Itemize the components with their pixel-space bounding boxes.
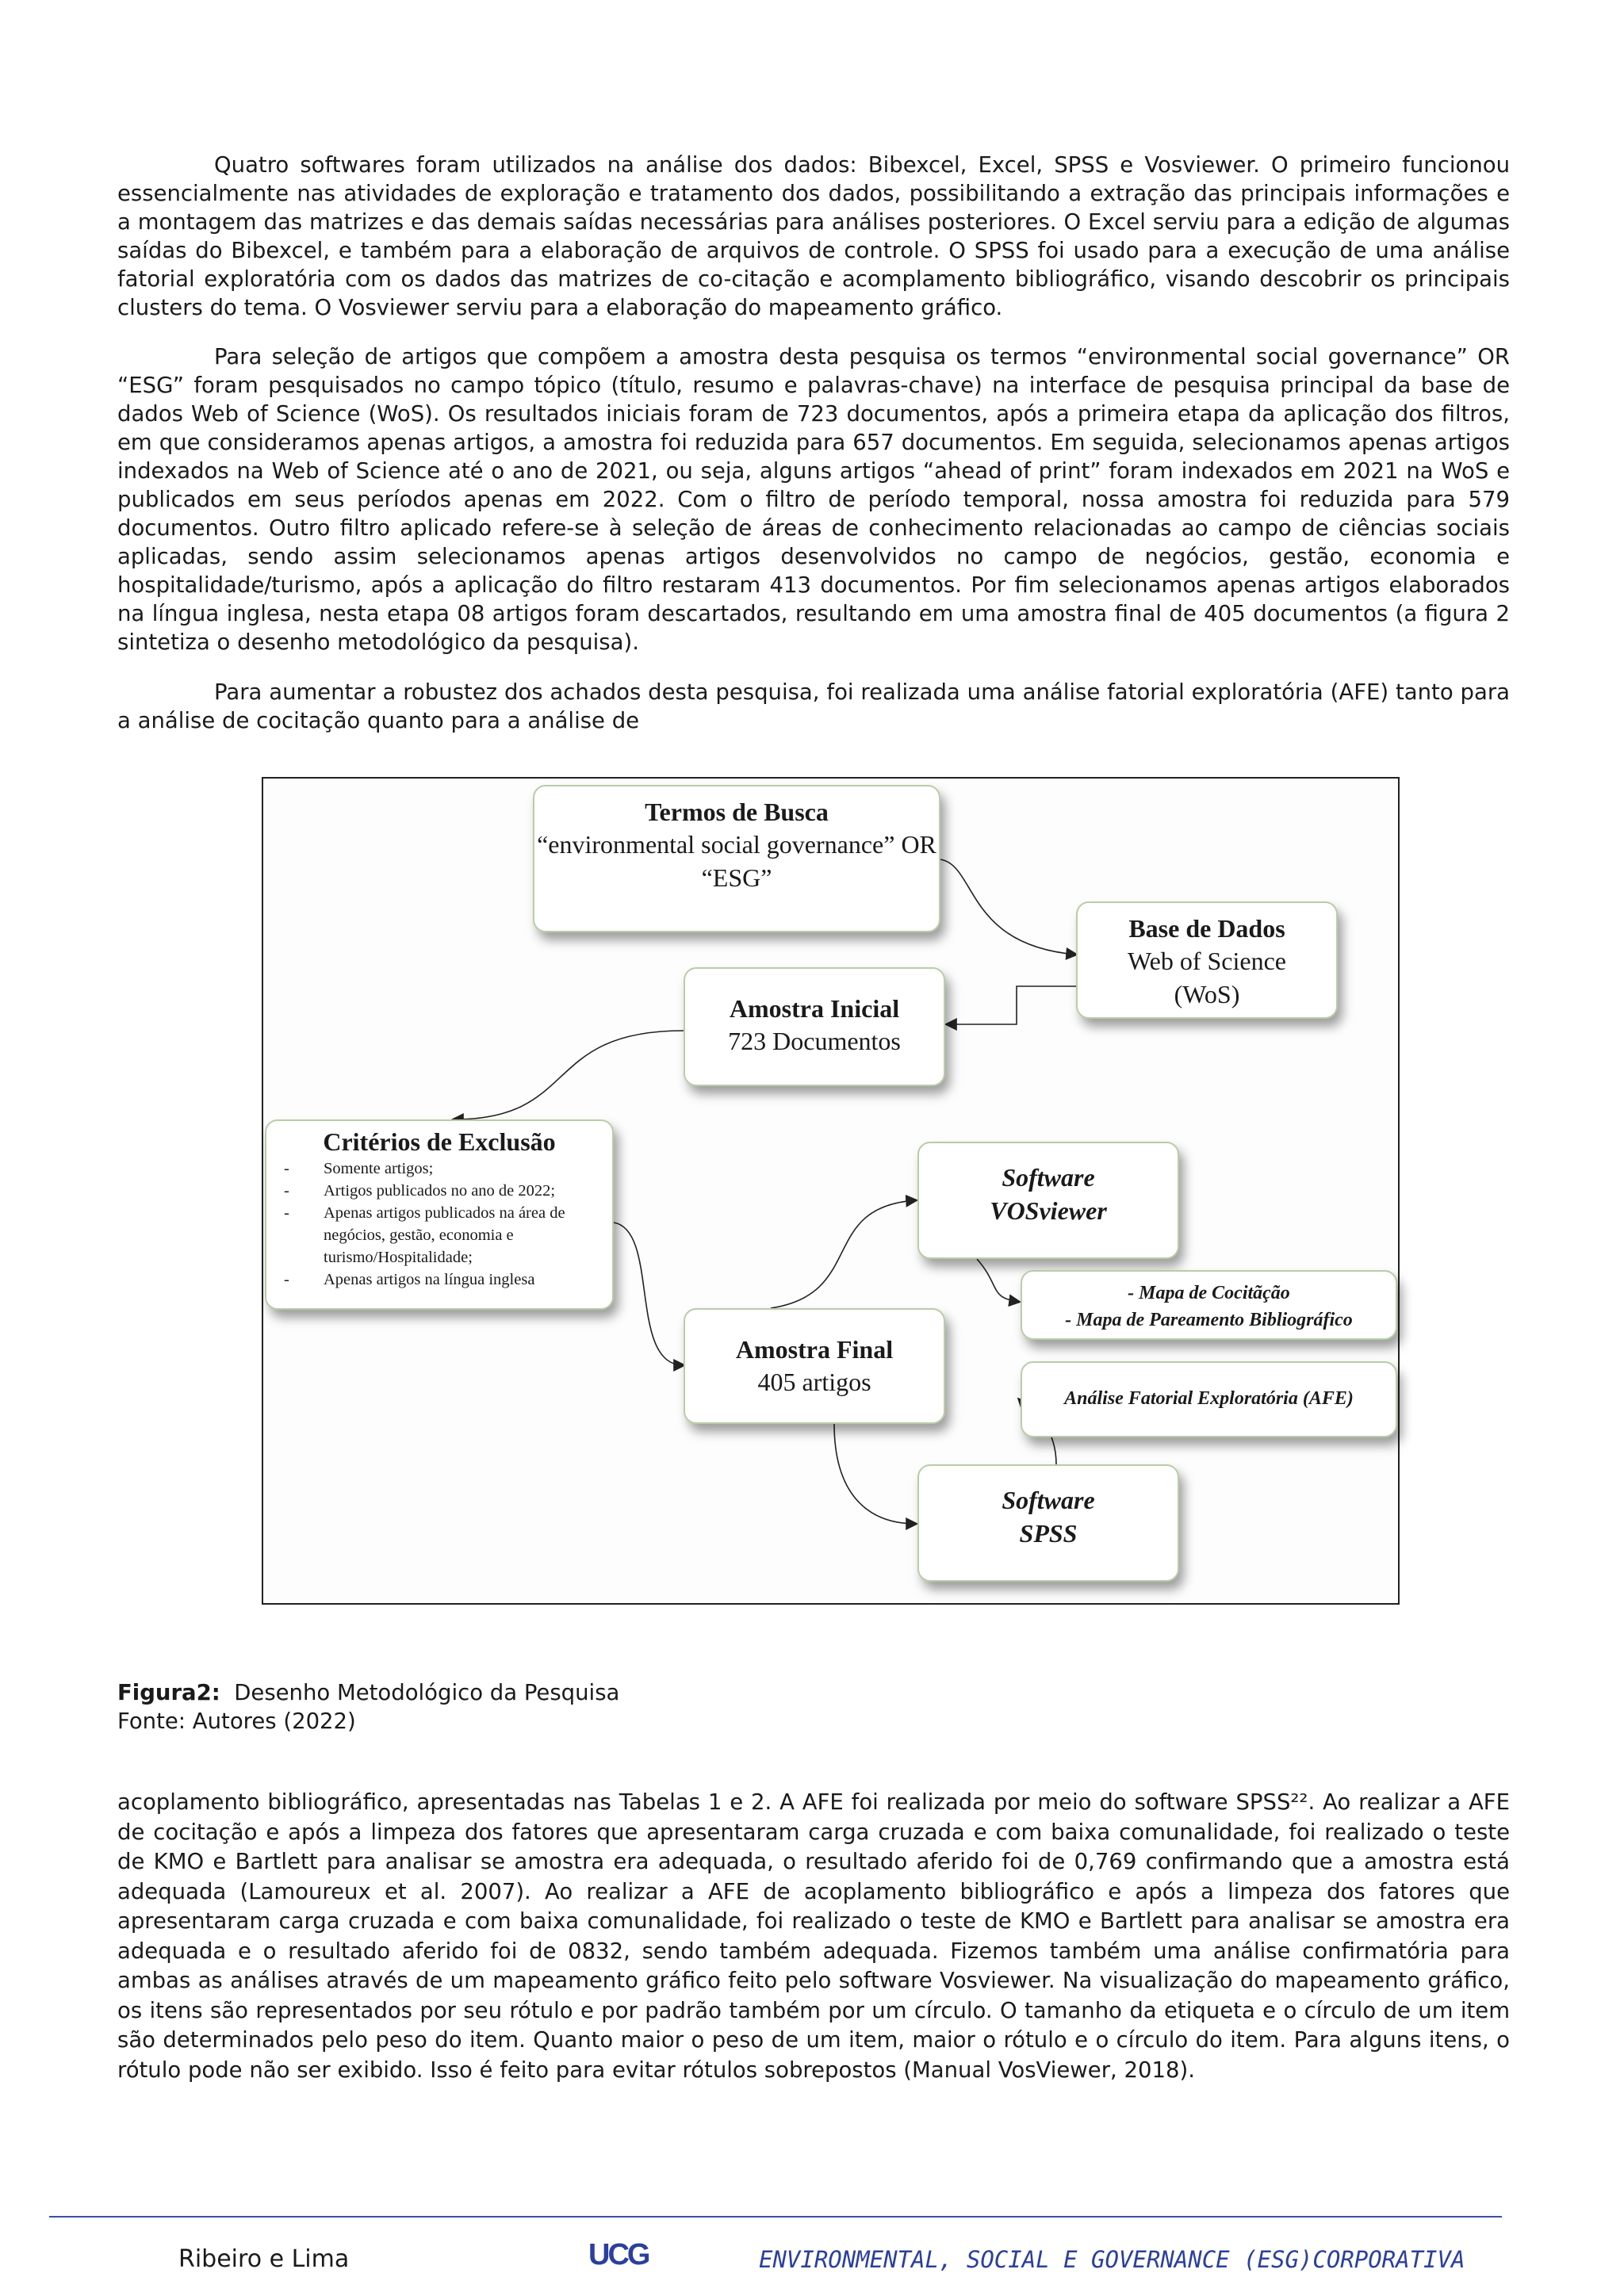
arrow-final-to-spss <box>834 1424 916 1524</box>
footer-author: Ribeiro e Lima <box>178 2245 350 2273</box>
node-mapas <box>1021 1270 1397 1340</box>
figure-source: Fonte: Autores (2022) <box>117 1709 356 1734</box>
paragraph-text: Para aumentar a robustez dos achados desta pesquisa, foi realizada uma análise fatorial exploratória (AFE) tanto para a análise de cocitação quanto para a análise de <box>117 679 1510 733</box>
node-title: Base de Dados <box>1128 914 1285 943</box>
node-line: (WoS) <box>1174 980 1240 1008</box>
node-line: - Mapa de Pareamento Bibliográfico <box>1065 1310 1353 1330</box>
criteria-list <box>266 1158 612 1291</box>
figure-caption <box>117 1678 619 1707</box>
paragraph-sample-selection <box>117 342 1510 656</box>
node-software-spss <box>917 1464 1179 1582</box>
node-termos-de-busca <box>533 785 940 932</box>
caption-label: Figura2: <box>117 1680 220 1705</box>
paragraph-softwares <box>117 151 1510 322</box>
paragraph-afe-results: acoplamento bibliográfico, apresentadas nas Tabelas 1 e 2. A AFE foi realizada por meio do software SPSS²². Ao realizar a AFE de cocitação e após a limpeza dos fatores que apresentaram carga cruzada e com baixa comunalidade, foi realizado o teste de KMO e Bartlett para analisar se amostra era adequada, o resultado aferido foi de 0,769 confirmando que a amostra está adequada (Lamoureux et al. 2007). Ao realizar a AFE de acoplamento bibliográfico e após a limpeza dos fatores que apresentaram carga cruzada e com baixa comunalidade, foi realizado o teste de KMO e Bartlett para analisar se amostra era adequada e o resultado aferido foi de 0832, sendo também adequada. Fizemos também uma análise confirmatória para ambas as análises através de um mapeamento gráfico feito pelo software Vosviewer. Na visualização do mapeamento gráfico, os itens são representados por seu rótulo e por padrão também por um círculo. O tamanho da etiqueta e o círculo de um item são determinados pelo peso do item. Quanto maior o peso de um item, maior o rótulo e o círculo do item. Para alguns itens, o rótulo pode não ser exibido. Isso é feito para evitar rótulos sobrepostos (Manual VosViewer, 2018). <box>117 1789 1510 2083</box>
node-software-vosviewer <box>917 1142 1179 1259</box>
node-line: Software <box>1002 1486 1095 1514</box>
node-line: “ESG” <box>701 863 772 892</box>
node-line: Web of Science <box>1128 947 1286 975</box>
arrow-base-to-inicial <box>947 986 1076 1024</box>
paragraph-text: Quatro softwares foram utilizados na análise dos dados: Bibexcel, Excel, SPSS e Vosviewer. O primeiro funcionou essencialmente nas atividades de exploração e tratamento dos dados, possibilitando a extração das principais informações e a montagem das matrizes e das demais saídas necessárias para análises posteriores. O Excel serviu para a edição de algumas saídas do Bibexcel, e também para a elaboração de arquivos de controle. O SPSS foi usado para a execução de uma análise fatorial exploratória com os dados das matrizes de co-citação e acomplamento bibliográfico, visando descobrir os principais clusters do tema. O Vosviewer serviu para a elaboração do mapeamento gráfico. <box>117 152 1510 320</box>
paragraph-text: Para seleção de artigos que compõem a amostra desta pesquisa os termos “environmental social governance” OR “ESG” foram pesquisados no campo tópico (título, resumo e palavras-chave) na interface de pesquisa principal da base de dados Web of Science (WoS). Os resultados iniciais foram de 723 documentos, após a primeira etapa da aplicação dos filtros, em que consideramos apenas artigos, a amostra foi reduzida para 657 documentos. Em seguida, selecionamos apenas artigos indexados na Web of Science até o ano de 2021, ou seja, alguns artigos “ahead of print” foram indexados em 2021 na WoS e publicados em seus períodos apenas em 2022. Com o filtro de período temporal, nossa amostra foi reduzida para 579 documentos. Outro filtro aplicado refere-se à seleção de áreas de conhecimento relacionadas ao campo de ciências sociais aplicadas, sendo assim selecionamos apenas artigos desenvolvidos no campo de negócios, gestão, economia e hospitalidade/turismo, após a aplicação do filtro restaram 413 documentos. Por fim selecionamos apenas artigos elaborados na língua inglesa, nesta etapa 08 artigos foram descartados, resultando em uma amostra final de 405 documentos (a figura 2 sintetiza o desenho metodológico da pesquisa). <box>117 344 1510 655</box>
node-line: “environmental social governance” OR <box>537 830 936 859</box>
methodology-figure <box>262 777 1400 1605</box>
node-line: Análise Fatorial Exploratória (AFE) <box>1064 1388 1354 1409</box>
node-title: Amostra Final <box>735 1335 894 1364</box>
footer-divider <box>49 2216 1502 2218</box>
arrow-criterios-to-final <box>614 1223 684 1365</box>
node-title: Amostra Inicial <box>729 994 900 1023</box>
criteria-item: - Apenas artigos na língua inglesa <box>266 1269 612 1291</box>
node-title: Termos de Busca <box>645 798 829 826</box>
node-line: SPSS <box>1019 1519 1078 1548</box>
node-line: 405 artigos <box>757 1368 871 1396</box>
arrow-termos-to-base <box>940 859 1076 955</box>
node-base-de-dados <box>1076 901 1338 1019</box>
node-afe <box>1021 1361 1397 1437</box>
arrow-final-to-vos <box>771 1200 916 1308</box>
node-title: Critérios de Exclusão <box>323 1127 556 1156</box>
criteria-item: - Somente artigos; <box>266 1158 612 1180</box>
caption-text: Desenho Metodológico da Pesquisa <box>234 1680 620 1705</box>
footer-journal-title: ENVIRONMENTAL, SOCIAL E GOVERNANCE (ESG)CORPORATIVA <box>759 2246 1465 2273</box>
node-line: 723 Documentos <box>728 1027 901 1055</box>
node-line: - Mapa de Cocitãção <box>1128 1283 1290 1303</box>
ucg-logo: UCG <box>588 2238 649 2271</box>
node-criterios-de-exclusao <box>265 1119 614 1310</box>
node-line: Software <box>1002 1163 1095 1192</box>
criteria-item: - Artigos publicados no ano de 2022; <box>266 1180 612 1202</box>
arrow-vos-to-mapa <box>977 1259 1019 1302</box>
arrow-inicial-to-criterios <box>454 1031 684 1119</box>
node-amostra-inicial <box>684 967 945 1086</box>
criteria-item: - Apenas artigos publicados na área de negócios, gestão, economia e turismo/Hospitalidade; <box>266 1202 612 1269</box>
node-line: VOSviewer <box>990 1196 1107 1225</box>
paragraph-afe-intro <box>117 678 1510 735</box>
node-amostra-final <box>684 1308 945 1424</box>
